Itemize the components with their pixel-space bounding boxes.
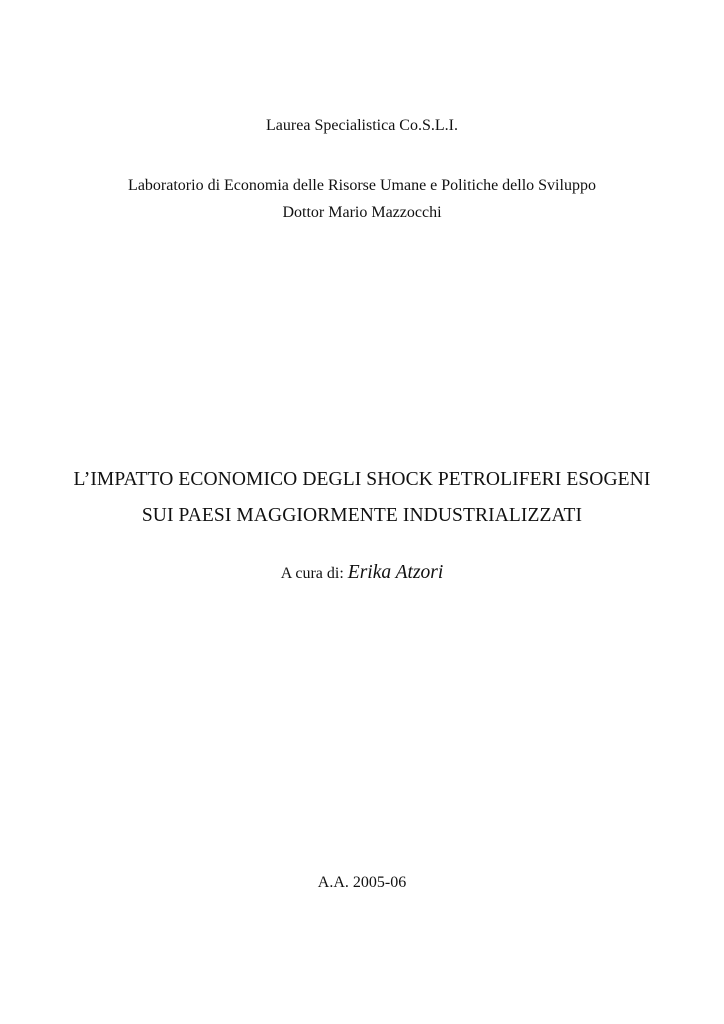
laboratory-name: Laboratorio di Economia delle Risorse Umane e Politiche dello Sviluppo <box>128 177 596 194</box>
author-credit <box>0 561 724 586</box>
thesis-title-line-1: L’IMPATTO ECONOMICO DEGLI SHOCK PETROLIFERI ESOGENI <box>73 469 651 490</box>
author-label: A cura di: <box>280 565 344 582</box>
degree-program: Laurea Specialistica Co.S.L.I. <box>266 117 458 134</box>
academic-year: A.A. 2005-06 <box>317 874 407 891</box>
author-name: Erika Atzori <box>347 562 444 583</box>
supervisor-name: Dottor Mario Mazzocchi <box>282 204 442 221</box>
thesis-title-line-2: SUI PAESI MAGGIORMENTE INDUSTRIALIZZATI <box>141 505 583 526</box>
